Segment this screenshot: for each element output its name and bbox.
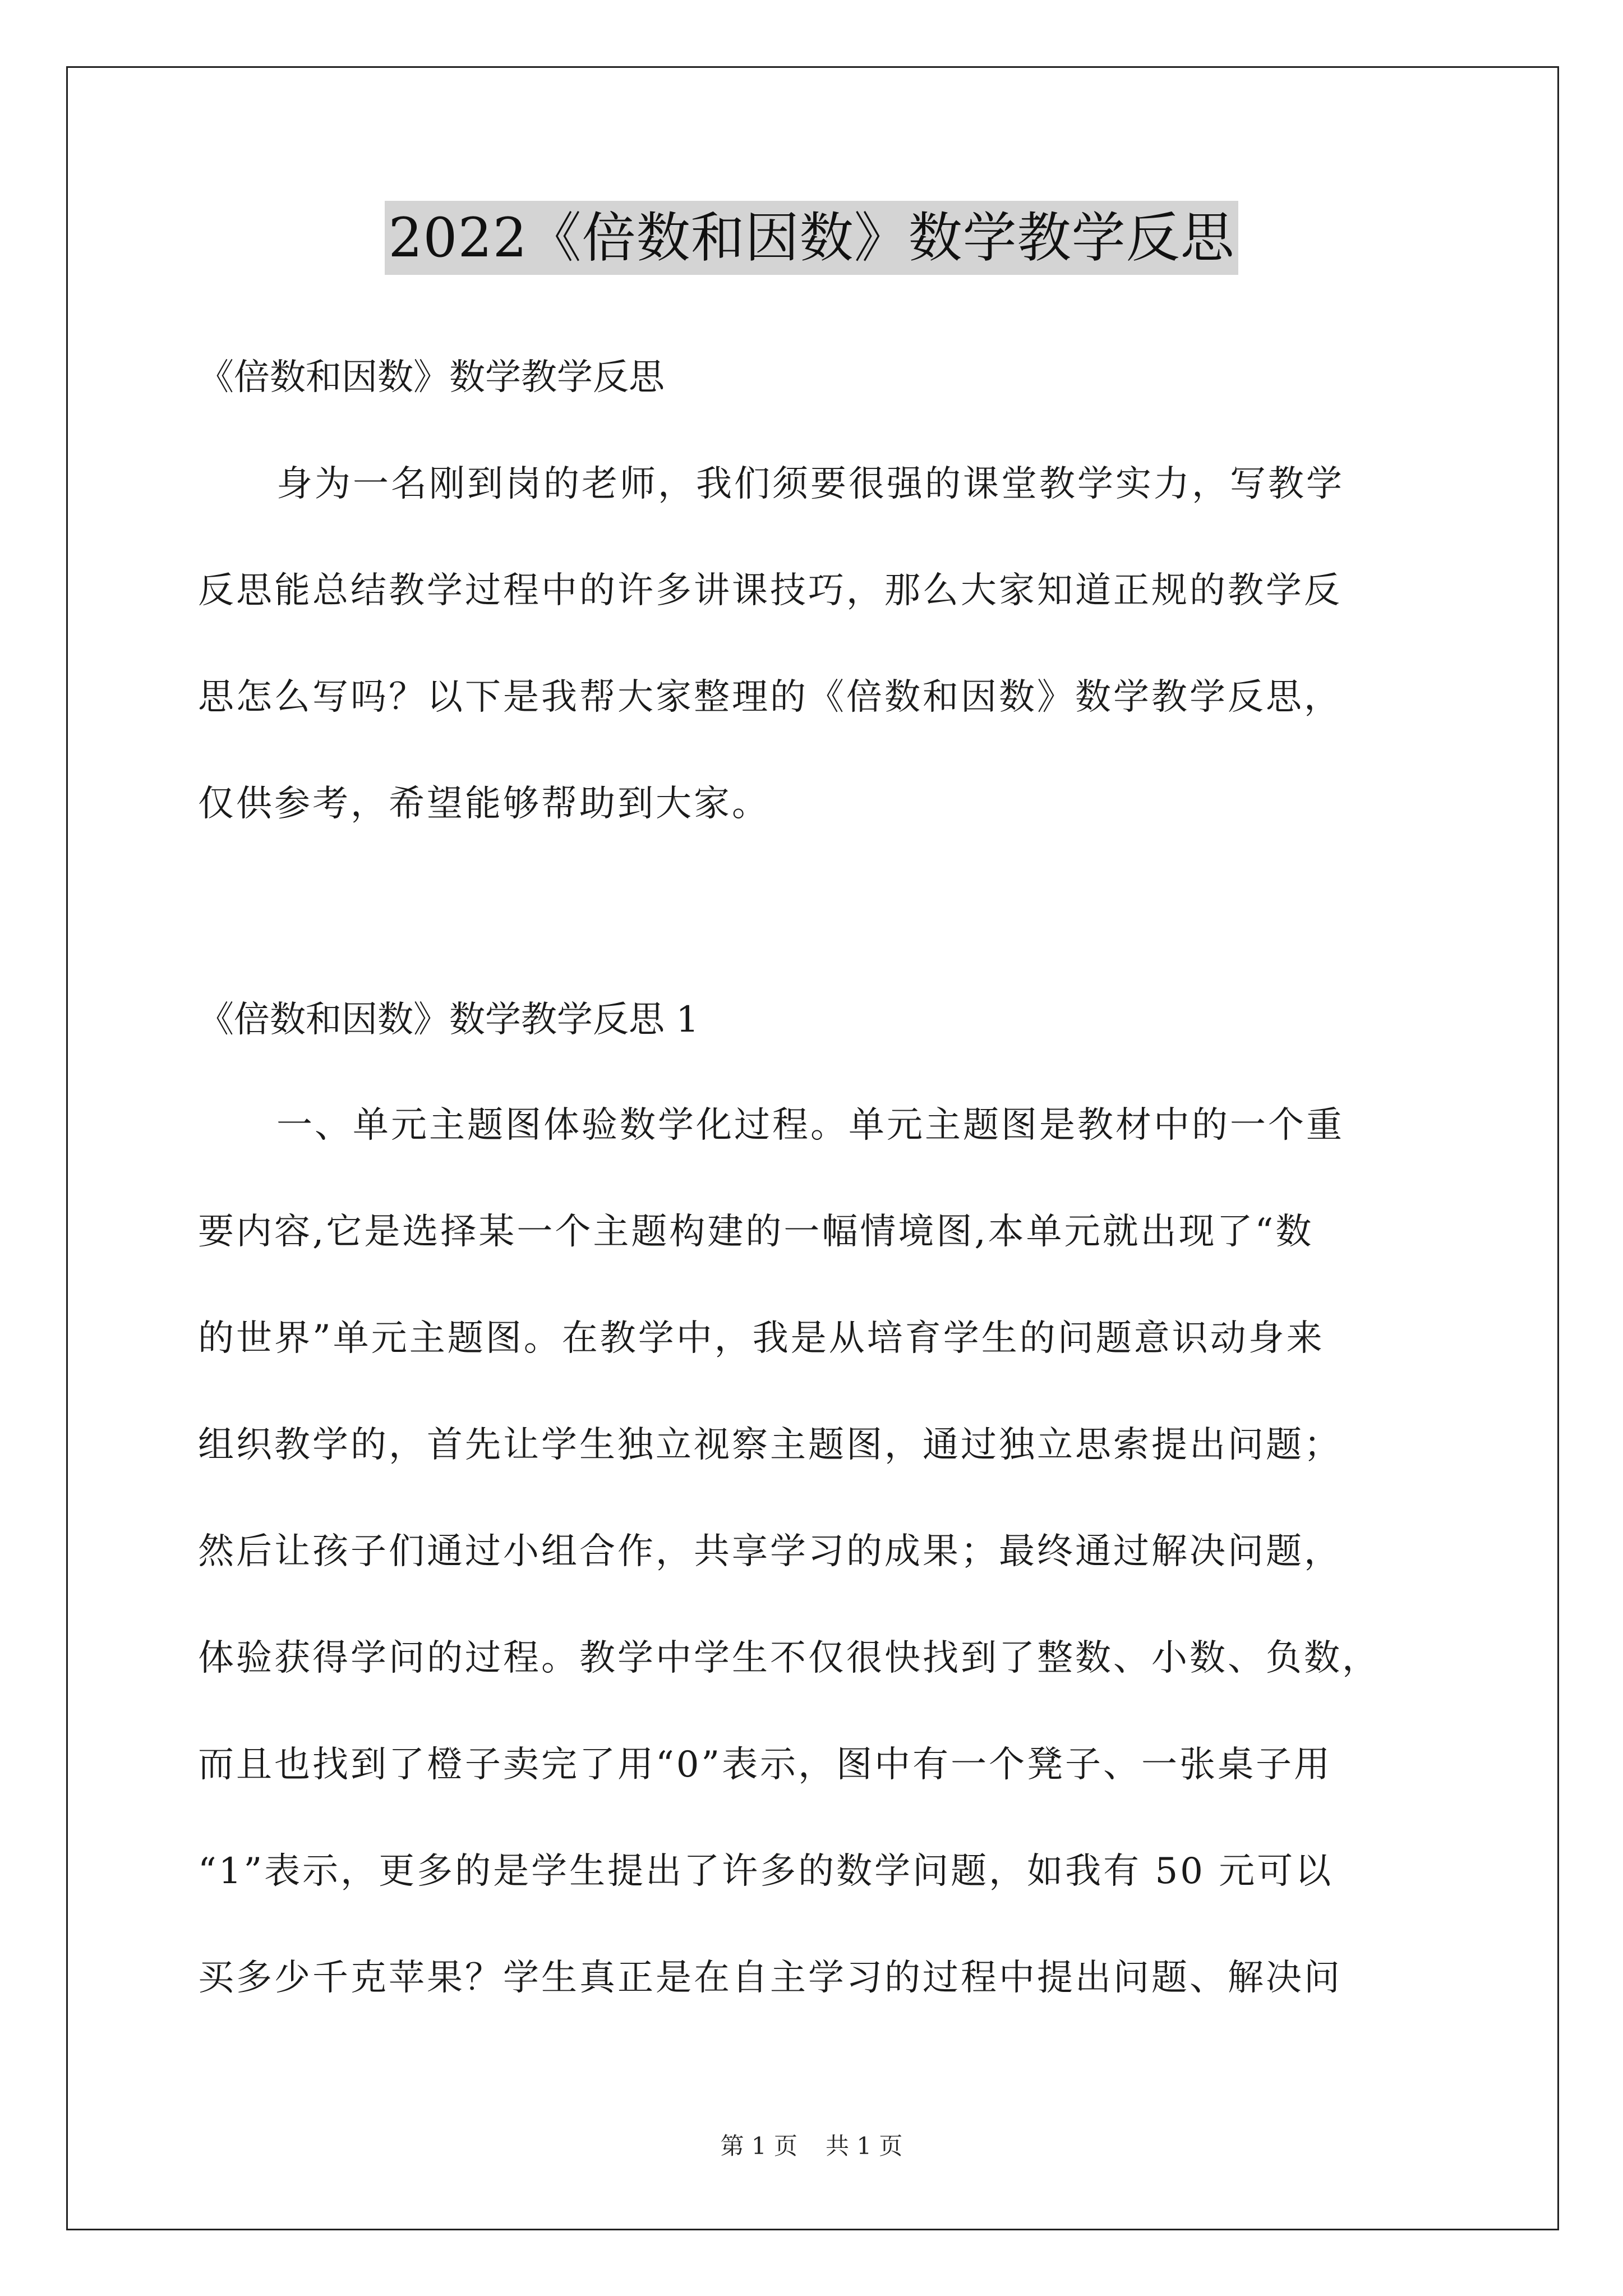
page-footer [0, 2131, 1623, 2162]
page-number: 第 1 页 [720, 2132, 797, 2160]
body-line: 组织教学的，首先让学生独立视察主题图，通过独立思索提出问题； [198, 1424, 1342, 1466]
body-line: 买多少千克苹果？学生真正是在自主学习的过程中提出问题、解决问 [198, 1957, 1342, 1999]
body-line: 一、单元主题图体验数学化过程。单元主题图是教材中的一个重 [276, 1105, 1344, 1146]
body-line: 的世界”单元主题图。在教学中，我是从培育学生的问题意识动身来 [198, 1318, 1325, 1359]
body-line: 然后让孩子们通过小组合作，共享学习的成果；最终通过解决问题， [198, 1531, 1342, 1572]
intro-line: 思怎么写吗？以下是我帮大家整理的《倍数和因数》数学教学反思， [198, 677, 1342, 718]
body-line: 体验获得学问的过程。教学中学生不仅很快找到了整数、小数、负数， [198, 1637, 1380, 1679]
page-total: 共 1 页 [826, 2132, 903, 2160]
section-heading: 《倍数和因数》数学教学反思 [198, 357, 665, 398]
title-container [0, 201, 1623, 275]
document-title: 2022《倍数和因数》数学教学反思 [385, 201, 1238, 275]
intro-line: 仅供参考，希望能够帮助到大家。 [198, 783, 770, 825]
intro-line: 反思能总结教学过程中的许多讲课技巧，那么大家知道正规的教学反 [198, 570, 1342, 611]
body-line: 要内容,它是选择某一个主题构建的一幅情境图,本单元就出现了“数 [198, 1211, 1314, 1253]
section-heading: 《倍数和因数》数学教学反思 1 [198, 999, 699, 1041]
intro-line: 身为一名刚到岗的老师，我们须要很强的课堂教学实力，写教学 [276, 463, 1344, 505]
body-line: “1”表示，更多的是学生提出了许多的数学问题，如我有 50 元可以 [198, 1851, 1334, 1892]
body-line: 而且也找到了橙子卖完了用“0”表示，图中有一个凳子、一张桌子用 [198, 1744, 1332, 1786]
